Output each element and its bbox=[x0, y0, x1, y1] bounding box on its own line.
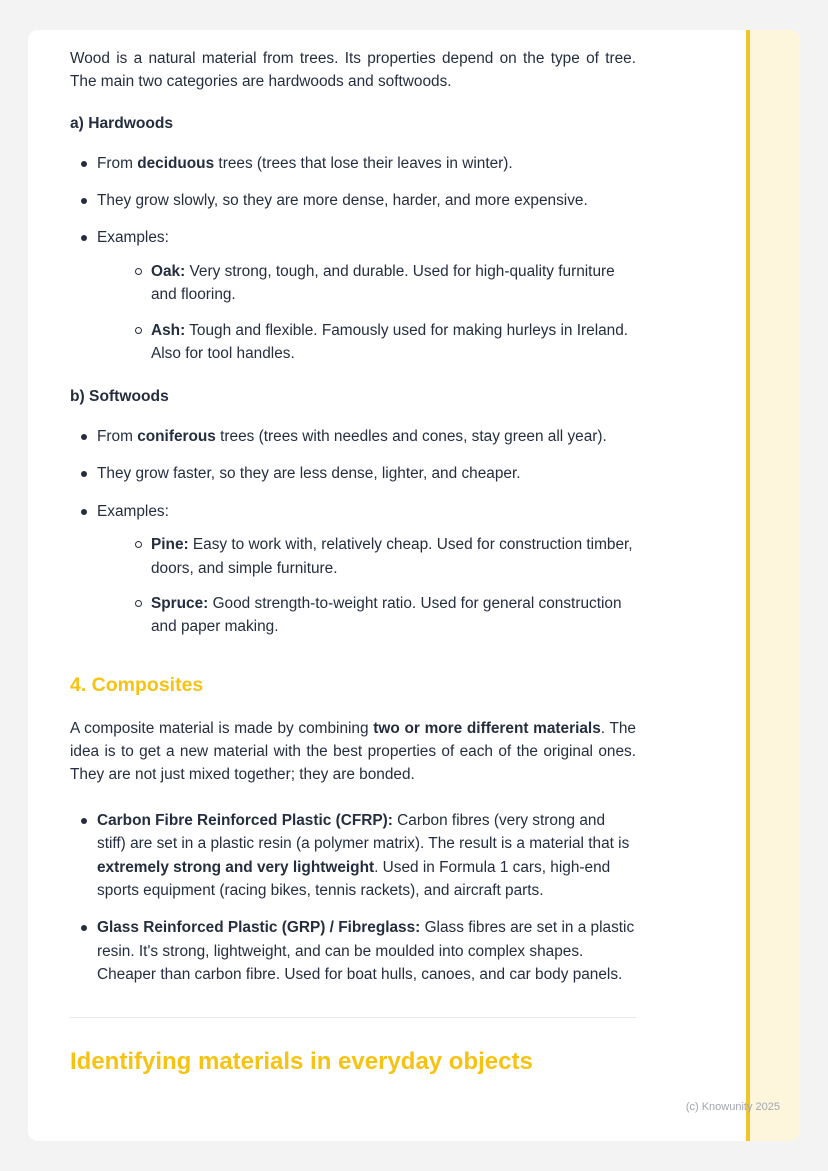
sub-list-item-text bbox=[151, 260, 636, 307]
list-item-text bbox=[97, 500, 636, 641]
bullet-icon bbox=[81, 925, 87, 931]
text-segment-bold: Carbon Fibre Reinforced Plastic (CFRP): bbox=[97, 811, 393, 829]
sub-list-item bbox=[135, 319, 636, 366]
hollow-bullet-icon bbox=[135, 600, 142, 607]
list-item bbox=[70, 916, 636, 986]
examples-label: Examples: bbox=[97, 229, 169, 247]
text-segment: Easy to work with, relatively cheap. Used for construction timber, doors, and simple furniture. bbox=[151, 536, 633, 577]
list-item-text bbox=[97, 809, 636, 903]
bullet-icon bbox=[81, 818, 87, 824]
heading-composites: 4. Composites bbox=[70, 673, 204, 696]
list-item-text: They grow slowly, so they are more dense, harder, and more expensive. bbox=[97, 191, 588, 209]
sub-list-item-text bbox=[151, 592, 636, 639]
list-item-text: They grow faster, so they are less dense, lighter, and cheaper. bbox=[97, 465, 521, 483]
intro-paragraph: Wood is a natural material from trees. Its properties depend on the type of tree. The main two categories are hardwoods and softwoods. bbox=[70, 50, 636, 91]
list-item bbox=[70, 152, 636, 175]
text-segment-bold: Ash: bbox=[151, 321, 186, 339]
text-segment: trees (trees that lose their leaves in winter). bbox=[214, 154, 513, 172]
list-item bbox=[70, 500, 636, 641]
accent-stripe bbox=[750, 30, 800, 1141]
text-segment: Very strong, tough, and durable. Used for high-quality furniture and flooring. bbox=[151, 262, 615, 304]
text-segment-bold: Pine: bbox=[151, 536, 189, 554]
text-segment-bold: Oak: bbox=[151, 262, 186, 280]
text-segment: A composite material is made by combining bbox=[70, 719, 374, 737]
examples-label: Examples: bbox=[97, 502, 169, 520]
sub-list-item bbox=[135, 592, 636, 639]
document-content bbox=[28, 30, 636, 1080]
softwoods-examples bbox=[135, 533, 636, 639]
hollow-bullet-icon bbox=[135, 327, 142, 334]
bullet-icon bbox=[81, 471, 87, 477]
bullet-icon bbox=[81, 198, 87, 204]
sub-list-item-text bbox=[151, 319, 636, 366]
list-item-text bbox=[97, 226, 636, 367]
softwoods-list bbox=[70, 425, 636, 641]
list-item bbox=[70, 425, 636, 448]
page-title-identifying: Identifying materials in everyday objects bbox=[70, 1047, 533, 1075]
list-item bbox=[70, 226, 636, 367]
text-segment: trees (trees with needles and cones, stay green all year). bbox=[215, 428, 607, 446]
text-segment: From bbox=[97, 428, 138, 446]
text-segment-bold: two or more different materials bbox=[373, 719, 601, 737]
sub-list-item-text bbox=[151, 533, 636, 580]
composites-paragraph bbox=[70, 717, 636, 787]
text-segment: Carbon fibres (very strong and stiff) are set in a plastic resin (a polymer matrix). The result is a material that is bbox=[97, 811, 630, 853]
sub-list-item bbox=[135, 260, 636, 307]
hardwoods-examples bbox=[135, 260, 636, 366]
hardwoods-list bbox=[70, 152, 636, 368]
text-segment: From bbox=[97, 154, 138, 172]
list-item bbox=[70, 189, 636, 212]
sub-list-item bbox=[135, 533, 636, 580]
text-segment: . Used in Formula 1 cars, high-end sports equipment (racing bikes, tennis rackets), and aircraft parts. bbox=[97, 858, 611, 899]
list-item-text bbox=[97, 152, 636, 175]
accent-stripe-line bbox=[746, 30, 750, 1141]
list-item bbox=[70, 462, 636, 485]
bullet-icon bbox=[81, 235, 87, 241]
text-segment-bold: coniferous bbox=[137, 428, 216, 446]
bullet-icon bbox=[81, 434, 87, 440]
hollow-bullet-icon bbox=[135, 541, 142, 548]
bullet-icon bbox=[81, 509, 87, 515]
heading-hardwoods: a) Hardwoods bbox=[70, 114, 174, 132]
hollow-bullet-icon bbox=[135, 268, 142, 275]
bullet-icon bbox=[81, 161, 87, 167]
list-item bbox=[70, 809, 636, 903]
text-segment: Tough and flexible. Famously used for making hurleys in Ireland. Also for tool handles. bbox=[151, 321, 629, 362]
text-segment: Glass fibres are set in a plastic resin. It's strong, lightweight, and can be moulded into complex shapes. Cheaper than carbon fibre. Used for boat hulls, canoes, and car body panels. bbox=[97, 919, 635, 984]
text-segment-bold: Glass Reinforced Plastic (GRP) / Fibreglass: bbox=[97, 919, 421, 937]
section-divider bbox=[70, 1017, 636, 1018]
composites-list bbox=[70, 809, 636, 987]
copyright-note: (c) Knowunity 2025 bbox=[685, 1101, 780, 1113]
text-segment-bold: Spruce: bbox=[151, 595, 209, 613]
text-segment-bold: extremely strong and very lightweight bbox=[97, 858, 375, 876]
document-card bbox=[28, 30, 800, 1141]
list-item-text bbox=[97, 425, 636, 448]
text-segment: . The idea is to get a new material with the best properties of each of the original ones. They are not just mixed together; they are bonded. bbox=[70, 719, 636, 784]
list-item-text bbox=[97, 916, 636, 986]
text-segment-bold: deciduous bbox=[137, 154, 215, 172]
heading-softwoods: b) Softwoods bbox=[70, 388, 169, 406]
text-segment: Good strength-to-weight ratio. Used for general construction and paper making. bbox=[151, 595, 622, 636]
